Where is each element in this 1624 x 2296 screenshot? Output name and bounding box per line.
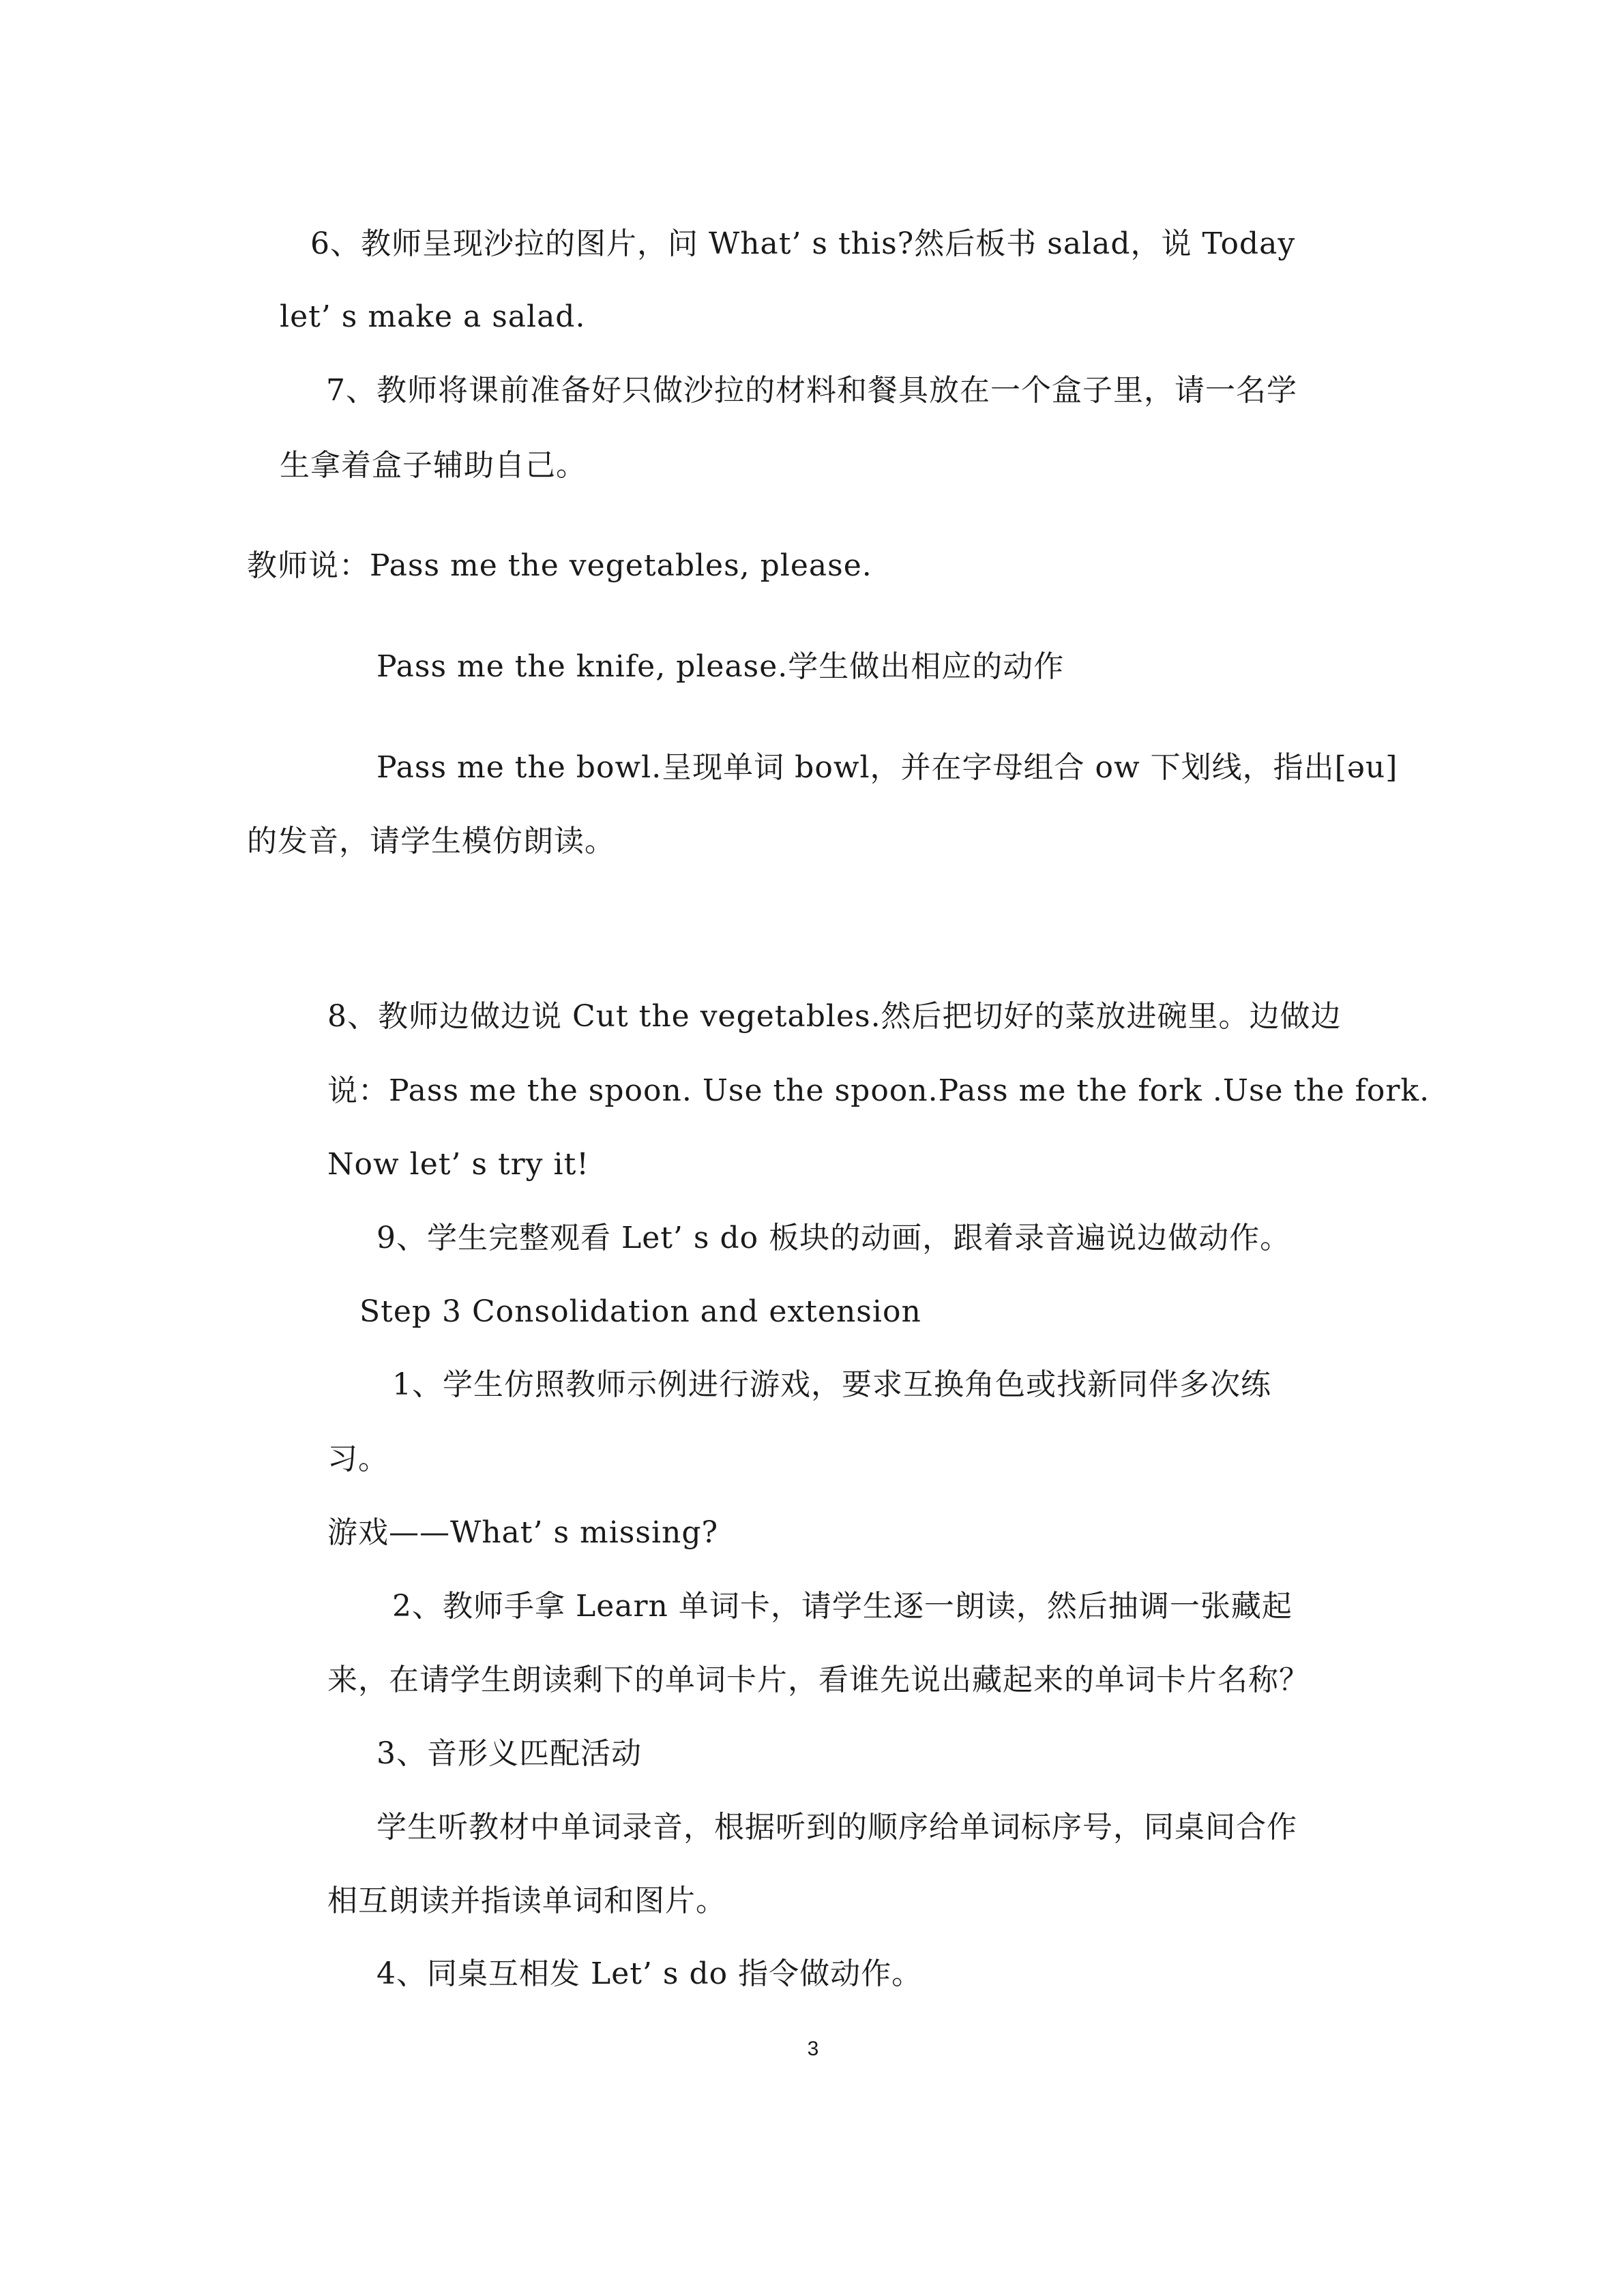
step8-line-3: Now let’ s try it! xyxy=(327,1147,589,1182)
activity1-line-1: 1、学生仿照教师示例进行游戏，要求互换角色或找新同伴多次练 xyxy=(392,1367,1271,1402)
step7-line-1: 7、教师将课前准备好只做沙拉的材料和餐具放在一个盒子里，请一名学 xyxy=(326,373,1297,408)
activity4-line: 4、同桌互相发 Let’ s do 指令做动作。 xyxy=(377,1956,923,1991)
activity2-line-1: 2、教师手拿 Learn 单词卡，请学生逐一朗读，然后抽调一张藏起 xyxy=(392,1589,1293,1624)
game-title: 游戏——What’ s missing? xyxy=(327,1515,719,1550)
page-number: 3 xyxy=(807,2038,819,2060)
teacher-says-line: 教师说：Pass me the vegetables, please. xyxy=(247,548,872,583)
activity2-line-2: 来，在请学生朗读剩下的单词卡片，看谁先说出藏起来的单词卡片名称？ xyxy=(327,1663,1310,1697)
step6-line-1: 6、教师呈现沙拉的图片，问 What’ s this?然后板书 salad，说 Today xyxy=(310,226,1296,261)
step6-line-2: let’ s make a salad. xyxy=(280,299,586,334)
step8-line-1: 8、教师边做边说 Cut the vegetables.然后把切好的菜放进碗里。边做边 xyxy=(327,999,1342,1034)
pass-knife-line: Pass me the knife, please.学生做出相应的动作 xyxy=(377,649,1065,684)
activity3-heading: 3、音形义匹配活动 xyxy=(377,1736,642,1771)
pronunciation-line: 的发音，请学生模仿朗读。 xyxy=(247,824,615,859)
step8-line-2: 说：Pass me the spoon. Use the spoon.Pass me the fork .Use the fork. xyxy=(327,1073,1430,1108)
step9-line: 9、学生完整观看 Let’ s do 板块的动画，跟着录音遍说边做动作。 xyxy=(377,1221,1291,1255)
step7-line-2: 生拿着盒子辅助自己。 xyxy=(280,448,587,483)
activity1-line-2: 习。 xyxy=(327,1442,389,1476)
activity3-line-2: 相互朗读并指读单词和图片。 xyxy=(327,1883,726,1918)
activity3-line-1: 学生听教材中单词录音，根据听到的顺序给单词标序号，同桌间合作 xyxy=(377,1810,1297,1845)
step3-heading: Step 3 Consolidation and extension xyxy=(359,1294,921,1329)
pass-bowl-line: Pass me the bowl.呈现单词 bowl，并在字母组合 ow 下划线，指出[əu] xyxy=(377,750,1398,785)
